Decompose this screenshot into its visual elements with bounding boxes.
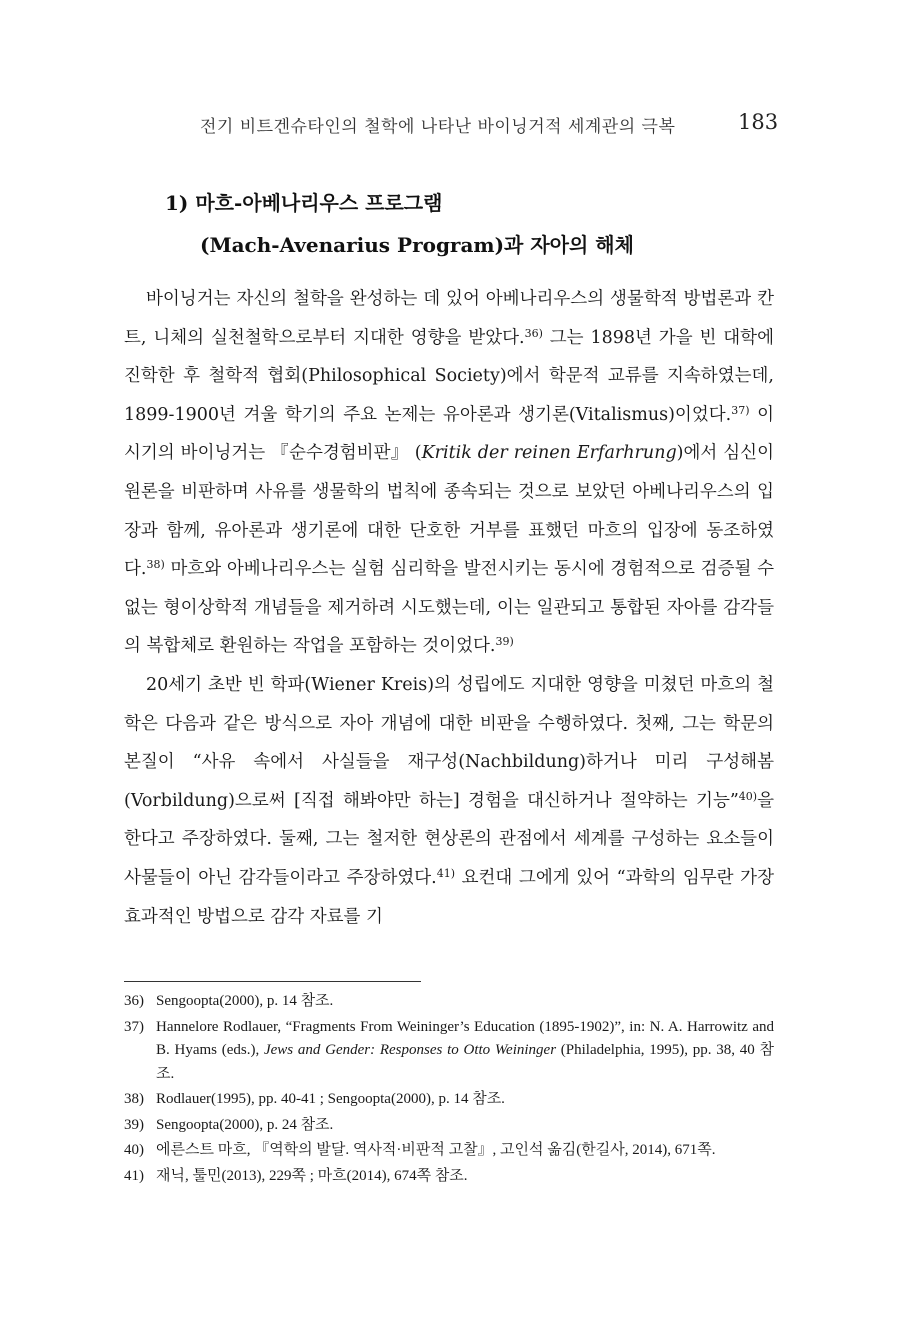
footnote-text: Rodlauer(1995), pp. 40-41 ; Sengoopta(2000), p. 14 참조. [156,1091,505,1107]
body-text [124,280,774,936]
footnote-text [156,1016,774,1087]
footnote-divider [124,981,421,982]
footnote-number: 38) [124,1091,144,1107]
footnote-text: Sengoopta(2000), p. 24 참조. [156,1116,334,1133]
italic-title: Jews and Gender: Responses to Otto Weininger [263,1042,557,1058]
footnote-ref[interactable]: 36) [524,326,543,340]
footnotes [124,990,774,1190]
footnote-item [124,1139,774,1163]
footnote-number: 40) [124,1142,144,1158]
footnote-ref[interactable]: 39) [495,635,514,649]
footnote-item [124,990,774,1014]
text-run: 을 한다고 주장하였다. 둘째, 그는 철저한 현상론의 관점에서 세계를 구성하는 요소들이 사물들이 아닌 감각들이라고 주장하였다. [124,790,774,888]
footnote-number: 36) [124,993,144,1009]
running-title: 전기 비트겐슈타인의 철학에 나타난 바이닝거적 세계관의 극복 [200,117,676,137]
text-run: 이 시기의 바이닝거는 『순수경험비판』 ( [124,404,775,464]
text-run: 요컨대 그에게 있어 “과학의 임무란 가장 효과적인 방법으로 감각 자료를 기 [124,867,774,927]
section-heading: 1) 마흐-아베나리우스 프로그램 [165,191,443,215]
footnote-item [124,1165,774,1189]
section-subheading: (Mach-Avenarius Program)과 자아의 해체 [200,233,634,257]
footnote-item [124,1016,774,1087]
footnote-text: 재닉, 툴민(2013), 229쪽 ; 마흐(2014), 674쪽 참조. [156,1167,468,1184]
text-run: 마흐와 아베나리우스는 실험 심리학을 발전시키는 동시에 경험적으로 검증될 수 없는 형이상학적 개념들을 제거하려 시도했는데, 이는 일관되고 통합된 자아를 감각들의 복합체로 환원하는 작업을 포함하는 것이었다. [124,559,774,657]
footnote-ref[interactable]: 37) [731,403,750,417]
footnote-ref[interactable]: 38) [146,558,165,572]
footnote-item [124,1088,774,1112]
paragraph-1 [124,280,774,666]
text-run: )에서 심신이원론을 비판하며 사유를 생물학의 법칙에 종속되는 것으로 보았던 아베나리우스의 입장과 함께, 유아론과 생기론에 대한 단호한 거부를 표했던 마흐의 입장에 동조하였다. [124,443,774,580]
footnote-text: Sengoopta(2000), p. 14 참조. [156,993,334,1009]
footnote-number: 37) [124,1018,144,1035]
page-number: 183 [738,110,779,134]
text-run: 20세기 초반 빈 학파(Wiener Kreis)의 성립에도 지대한 영향을 미쳤던 마흐의 철학은 다음과 같은 방식으로 자아 개념에 대한 비판을 수행하였다. 첫째, 그는 학문의 본질이 “사유 속에서 사실들을 재구성(Nachbildung)하거나 미리 구성해봄(Vorbildung)으로써 [직접 해봐야만 하는] 경험을 대신하거나 절약하는 기능” [124,674,774,811]
italic-title: Kritik der reinen Erfarhrung [421,443,677,464]
text-run: 바이닝거는 자신의 철학을 완성하는 데 있어 아베나리우스의 생물학적 방법론과 칸트, 니체의 실천철학으로부터 지대한 영향을 받았다. [124,289,774,348]
footnote-number: 39) [124,1116,144,1133]
text-run: (Philadelphia, 1995), pp. 38, 40 참조. [156,1042,774,1082]
text-run: Hannelore Rodlauer, “Fragments From Weininger’s Education (1895-1902)”, in: N. A. Harrowitz and B. Hyams (eds.), [156,1018,774,1058]
footnote-ref[interactable]: 40) [738,789,758,803]
footnote-text: 에른스트 마흐, 『역학의 발달. 역사적·비판적 고찰』, 고인석 옮김(한길사, 2014), 671쪽. [156,1142,716,1158]
footnote-item [124,1114,774,1138]
paragraph-2 [124,666,774,936]
text-run: 그는 1898년 가을 빈 대학에 진학한 후 철학적 협회(Philosophical Society)에서 학문적 교류를 지속하였는데, 1899-1900년 겨울 학기의 주요 논제는 유아론과 생기론(Vitalismus)이었다. [124,327,774,425]
footnote-ref[interactable]: 41) [436,866,456,880]
footnote-number: 41) [124,1167,144,1184]
